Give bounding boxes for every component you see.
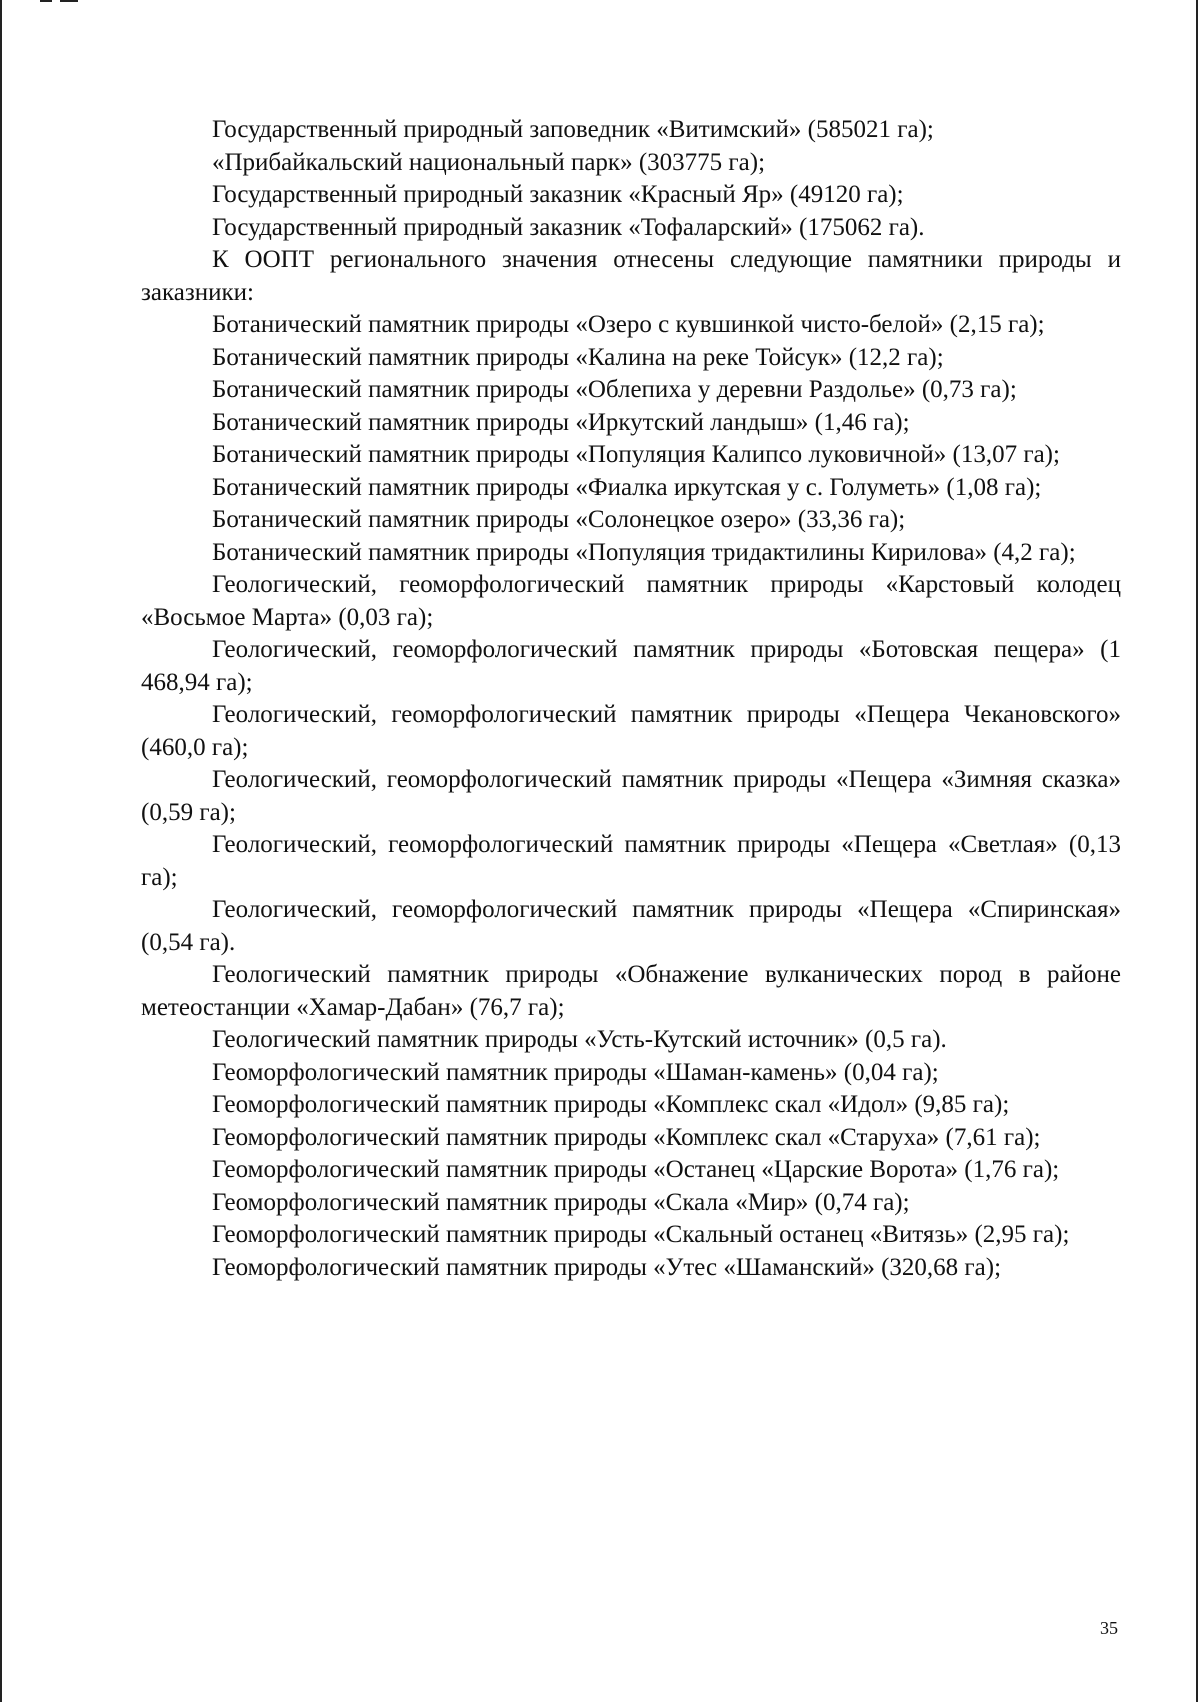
paragraph: Геоморфологический памятник природы «Комплекс скал «Старуха» (7,61 га);: [212, 1123, 1041, 1151]
paragraph: Ботанический памятник природы «Озеро с кувшинкой чисто-белой» (2,15 га);: [212, 311, 1045, 338]
paragraph: Геологический, геоморфологический памятник природы «Пещера Чекановского» (460,0 га);: [141, 701, 1121, 761]
paragraph: Государственный природный заповедник «Витимский» (585021 га);: [212, 116, 934, 143]
paragraph: Государственный природный заказник «Тофаларский» (175062 га).: [212, 213, 925, 241]
paragraph: Ботанический памятник природы «Калина на реке Тойсук» (12,2 га);: [212, 343, 944, 371]
paragraph: Государственный природный заказник «Красный Яр» (49120 га);: [212, 181, 904, 208]
paragraph: Ботанический памятник природы «Солонецкое озеро» (33,36 га);: [212, 506, 906, 533]
paragraph: Геоморфологический памятник природы «Комплекс скал «Идол» (9,85 га);: [212, 1091, 1010, 1118]
paragraph: Ботанический памятник природы «Популяция тридактилины Кирилова» (4,2 га);: [212, 538, 1076, 566]
paragraph: Геологический, геоморфологический памятник природы «Пещера «Спиринская» (0,54 га).: [141, 896, 1121, 956]
paragraph: Ботанический памятник природы «Фиалка иркутская у с. Голуметь» (1,08 га);: [212, 473, 1042, 501]
paragraph: Геологический, геоморфологический памятник природы «Карстовый колодец «Восьмое Марта» (0,03 га);: [141, 571, 1121, 631]
paragraph: Геоморфологический памятник природы «Шаман-камень» (0,04 га);: [212, 1058, 939, 1086]
paragraph: Геологический, геоморфологический памятник природы «Пещера «Светлая» (0,13 га);: [141, 831, 1121, 891]
document-body: [141, 114, 1121, 1284]
scan-mark: [40, 0, 52, 2]
scan-left-edge: [0, 0, 2, 1702]
scan-right-edge: [1196, 0, 1198, 1702]
paragraph: К ООПТ регионального значения отнесены следующие памятники природы и заказники:: [141, 246, 1121, 306]
paragraph: Геоморфологический памятник природы «Утес «Шаманский» (320,68 га);: [212, 1253, 1002, 1281]
paragraph: Ботанический памятник природы «Иркутский ландыш» (1,46 га);: [212, 408, 910, 436]
paragraph: Ботанический памятник природы «Популяция Калипсо луковичной» (13,07 га);: [212, 441, 1060, 468]
scan-mark: [60, 0, 78, 2]
paragraph: Геологический памятник природы «Усть-Кутский источник» (0,5 га).: [212, 1026, 947, 1053]
paragraph: Геологический, геоморфологический памятник природы «Ботовская пещера» (1 468,94 га);: [141, 636, 1121, 696]
paragraph: Геоморфологический памятник природы «Скальный останец «Витязь» (2,95 га);: [212, 1221, 1070, 1248]
paragraph: Геологический памятник природы «Обнажение вулканических пород в районе метеостанции «Хамар-Дабан» (76,7 га);: [141, 961, 1121, 1021]
paragraph: Ботанический памятник природы «Облепиха у деревни Раздолье» (0,73 га);: [212, 376, 1017, 403]
paragraph: Геоморфологический памятник природы «Останец «Царские Ворота» (1,76 га);: [212, 1156, 1060, 1183]
paragraph: Геологический, геоморфологический памятник природы «Пещера «Зимняя сказка» (0,59 га);: [141, 766, 1121, 826]
paragraph: Геоморфологический памятник природы «Скала «Мир» (0,74 га);: [212, 1188, 910, 1216]
paragraph: «Прибайкальский национальный парк» (303775 га);: [212, 148, 766, 176]
page-number: 35: [1100, 1618, 1118, 1638]
